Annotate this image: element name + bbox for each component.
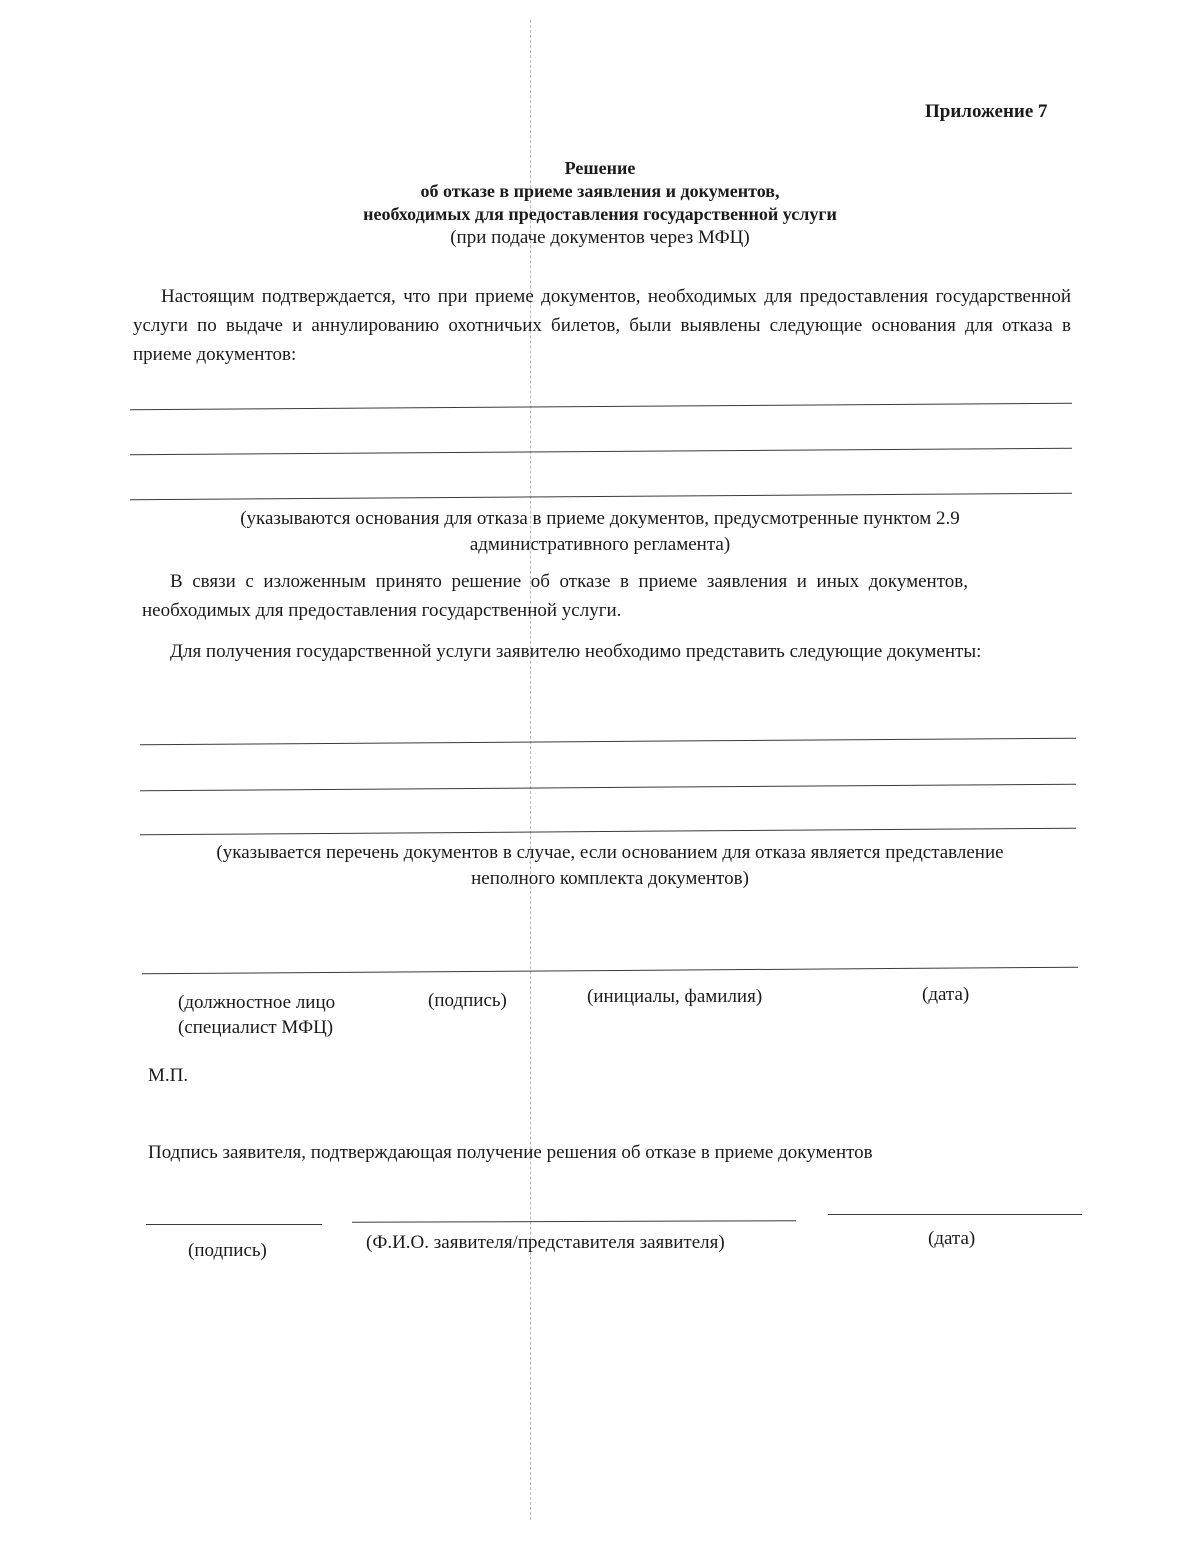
documents-line-1 [140,738,1076,746]
applicant-confirmation-text: Подпись заявителя, подтверждающая получение решения об отказе в приеме документов [148,1142,873,1163]
official-initials-label: (инициалы, фамилия) [587,986,763,1007]
applicant-date-line [828,1214,1082,1215]
appendix-label: Приложение 7 [925,101,1048,122]
official-date-label: (дата) [922,984,970,1005]
title-line-2: об отказе в приеме заявления и документов, [420,181,780,201]
documents-paragraph: Для получения государственной услуги заявителю необходимо представить следующие документы: [170,641,982,662]
title-line-3: необходимых для предоставления государственной услуги [363,204,837,224]
documents-line-2 [140,784,1076,792]
grounds-note-line-2: административного регламента) [469,534,731,555]
official-position-line-2: (специалист МФЦ) [178,1017,334,1038]
applicant-name-line [352,1220,796,1223]
documents-note-line-1: (указывается перечень документов в случае, если основанием для отказа является представление [216,842,1004,863]
grounds-line-1 [130,403,1072,411]
grounds-note-line-1: (указываются основания для отказа в приеме документов, предусмотренные пунктом 2.9 [240,508,960,529]
documents-line-3 [140,828,1076,836]
applicant-date-label: (дата) [928,1228,976,1249]
official-signature-label: (подпись) [428,990,507,1011]
document-title [250,157,950,250]
applicant-name-label: (Ф.И.О. заявителя/представителя заявителя) [366,1232,725,1253]
official-signature-line [142,967,1078,975]
title-subtitle: (при подаче документов через МФЦ) [450,227,750,248]
documents-note-line-2: неполного комплекта документов) [471,868,749,889]
applicant-signature-label: (подпись) [188,1240,267,1261]
documents-note [140,840,1080,892]
official-position-label [178,990,335,1040]
applicant-signature-line [146,1224,322,1225]
decision-paragraph: В связи с изложенным принято решение об отказе в приеме заявления и иных документов, необходимых для предоставления государственной услуги. [142,571,968,621]
grounds-line-3 [130,493,1072,501]
official-position-line-1: (должностное лицо [178,992,336,1013]
grounds-note [150,506,1050,558]
grounds-line-2 [130,448,1072,456]
intro-paragraph: Настоящим подтверждается, что при приеме документов, необходимых для предоставления государственной услуги по выдаче и аннулированию охотничьих билетов, были выявлены следующие основания для отказа в приеме документов: [133,286,1071,365]
title-line-1: Решение [564,158,636,178]
seal-place-label: М.П. [148,1065,189,1086]
